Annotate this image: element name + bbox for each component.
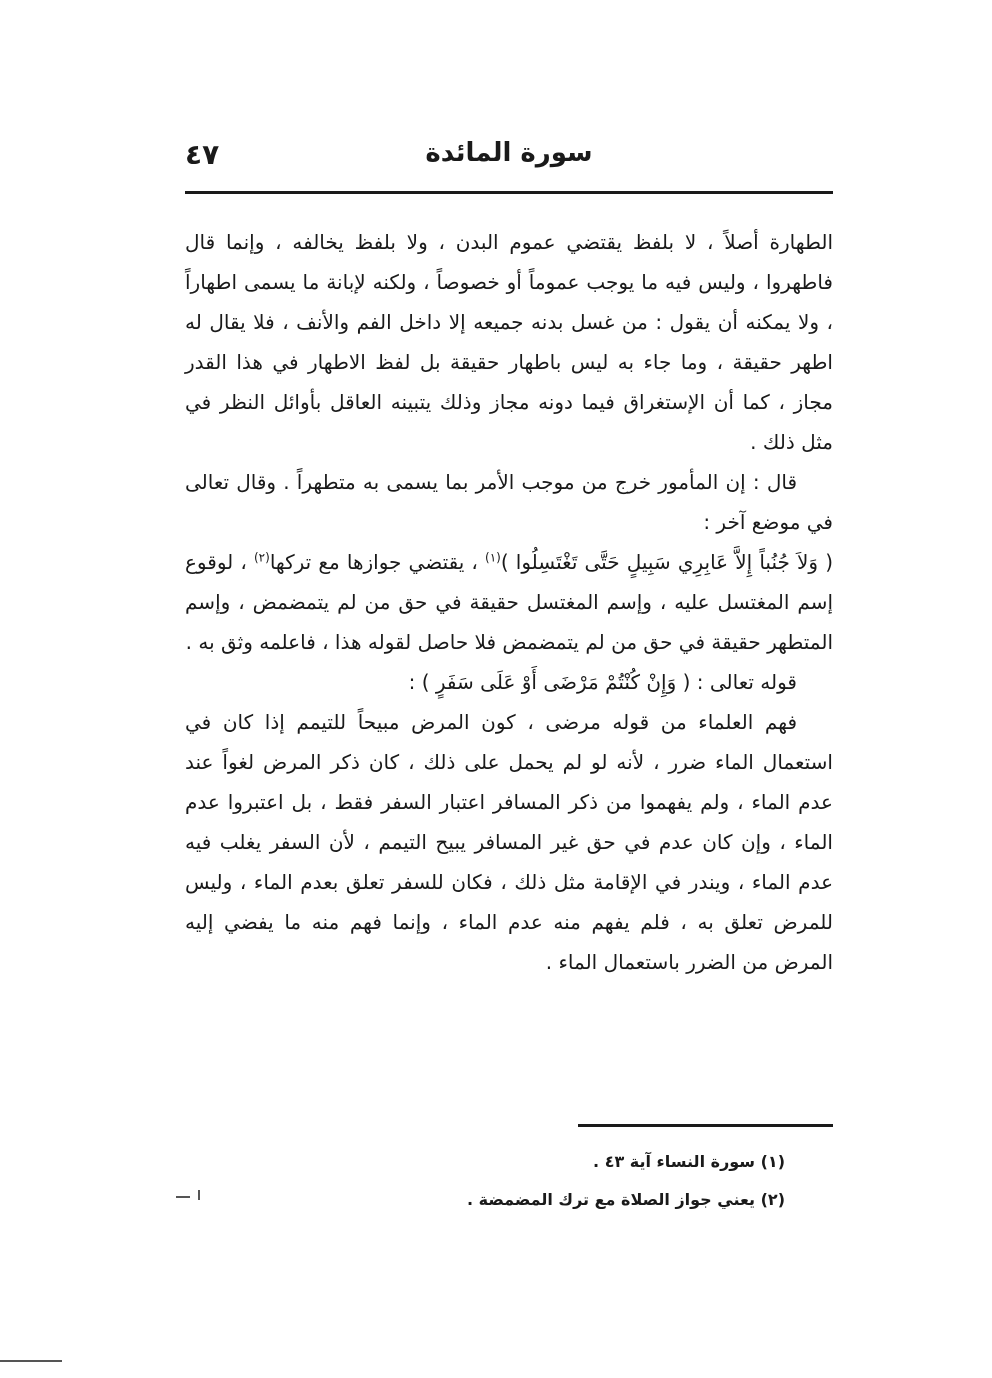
page-header: [185, 138, 833, 178]
scan-mark: [198, 1190, 200, 1200]
footnote-ref-2: (٢): [253, 550, 270, 565]
paragraph-3-part-a: ، يقتضي جوازها مع تركها: [269, 550, 478, 574]
footnote-rule: [578, 1124, 833, 1127]
footnote-1: (١) سورة النساء آية ٤٣ .: [593, 1152, 785, 1171]
running-title: سورة المائدة: [425, 138, 593, 168]
footnote-ref-1: (١): [485, 550, 501, 565]
scan-mark: [176, 1196, 190, 1198]
footnote-2: (٢) يعني جواز الصلاة مع ترك المضمضة .: [467, 1190, 785, 1209]
page-number: ٤٧: [185, 138, 220, 171]
paragraph-3-part-b: ، لوقوع إسم المغتسل عليه ، وإسم المغتسل حقيقة في حق من لم يتمضمض ، وإسم المتطهر حقيقة في حق من لم يتمضمض فلا حاصل لقوله هذا ، فاعلمه وثق به .: [185, 550, 833, 654]
paragraph-1: الطهارة أصلاً ، لا بلفظ يقتضي عموم البدن ، ولا بلفظ يخالفه ، وإنما قال فاطهروا ، وليس فيه ما يوجب عموماً أو خصوصاً ، ولكنه لإبانة ما يسمى اطهاراً ، ولا يمكنه أن يقول : من غسل بدنه جميعه إلا داخل الفم والأنف ، فلا يقال له اطهر حقيقة ، وما جاء به ليس باطهار حقيقة بل لفظ الاطهار في هذا القدر مجاز ، كما أن الإستغراق فيما دونه مجاز وذلك يتبينه العاقل بأوائل النظر في مثل ذلك .: [185, 230, 833, 454]
main-text: [185, 222, 833, 982]
header-rule: [185, 191, 833, 194]
quran-verse-1: ( وَلاَ جُنُباً إِلاَّ عَابِرِي سَبِيلٍ حَتَّى تَغْتَسِلُوا ): [500, 550, 833, 574]
footnotes: [185, 1143, 785, 1219]
scan-mark: [0, 1360, 62, 1362]
paragraph-3: [185, 542, 833, 662]
verse-heading: قوله تعالى : ( وَإِنْ كُنْتُمْ مَرْضَى أَوْ عَلَى سَفَرٍ ) :: [408, 670, 797, 694]
paragraph-2: قال : إن المأمور خرج من موجب الأمر بما يسمى به متطهراً . وقال تعالى في موضع آخر :: [185, 470, 833, 534]
paragraph-4: فهم العلماء من قوله مرضى ، كون المرض مبيحاً للتيمم إذا كان في استعمال الماء ضرر ، لأنه لو لم يحمل على ذلك ، كان ذكر المرض لغواً عند عدم الماء ، ولم يفهموا من ذكر المسافر اعتبار السفر فقط ، بل اعتبروا عدم الماء ، وإن كان عدم في حق غير المسافر يبيح التيمم ، لأن السفر يغلب فيه عدم الماء ، ويندر في الإقامة مثل ذلك ، فكان للسفر تعلق بعدم الماء ، وليس للمرض تعلق به ، فلم يفهم منه عدم الماء ، وإنما فهم منه ما يفضي إليه المرض من الضرر باستعمال الماء .: [185, 710, 833, 974]
